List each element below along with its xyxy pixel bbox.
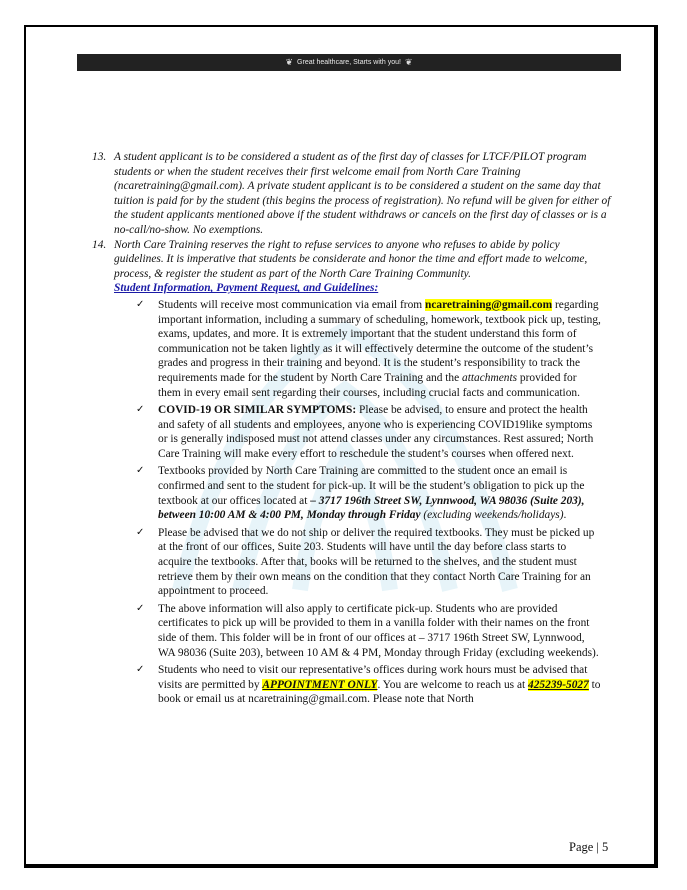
bullet-text: regarding important information, including a summary of scheduling, homework, textbook pick up, testing, exams, updates, and more. It is extremely important that the student understand this form of communication not be taken lightly as it will effectively determine the outcome of the student’s grades and progress in their training and beyond. It is the student’s responsibility to track the requirements made for the student by North Care Training and the <box>158 298 601 384</box>
checkmark-icon: ✓ <box>136 298 145 310</box>
office-address: – 3717 196th Street SW, Lynnwood, WA 98036 (Suite 203), between 10:00 AM & 4:00 PM, Monday through Friday <box>158 494 585 522</box>
list-item <box>134 403 602 461</box>
student-info-link[interactable]: Student Information, Payment Request, and Guidelines: <box>114 282 379 295</box>
checkmark-icon: ✓ <box>136 404 145 416</box>
checkmark-icon: ✓ <box>136 526 145 538</box>
checkmark-icon: ✓ <box>136 465 145 477</box>
list-item <box>134 298 602 400</box>
bullet-text: The above information will also apply to certificate pick-up. Students who are provided certificates to pick up will be provided to them in a vanilla folder with their names on the front side of them. This folder will be in front of our offices at – 3717 196th Street SW, Lynnwood, WA 98036 (Suite 203), between 10 AM & 4 PM, Monday through Friday (excluding weekends). <box>158 602 599 659</box>
bullet-text: Please be advised, to ensure and protect the health and safety of all students and employees, anyone who is experiencing COVID19like symptoms or is generally indisposed must not attend classes under any circumstances. Rest assured; North Care Training will make every effort to reschedule the student’s courses when offered next. <box>158 404 594 460</box>
item-14-text: North Care Training reserves the right to refuse services to anyone who refuses to abide by policy guidelines. It is imperative that students be considerate and honor the time and effort made to welcome, process, & register the student as part of the North Care Training Community. <box>114 238 588 280</box>
appointment-only-badge: APPOINTMENT ONLY <box>262 678 378 691</box>
header-tagline: Great healthcare, Starts with you! <box>297 59 401 66</box>
checkmark-icon: ✓ <box>136 602 145 614</box>
bullet-text: Students who need to visit our representative’s offices during work hours must be advised that visits are permitted by <box>158 664 588 691</box>
item-number: 14. <box>92 238 107 251</box>
item-text: A student applicant is to be considered a student as of the first day of classes for LTCF/PILOT program students or when the student receives their first welcome email from North Care Training (ncaretraining@gmail.com). A private student applicant is to be considered a student on the same day that tuition is paid for by the student (this begins the process of registration). No refund will be given for either of the student applicants mentioned above if the student withdraws or cancels on the first day of classes or is a no-call/no-show. No exemptions. <box>114 151 611 236</box>
bullet-text: provided for them in every email sent regarding their courses, including crucial facts and communication. <box>158 371 580 399</box>
email-link[interactable]: ncaretraining@gmail.com <box>425 298 553 311</box>
list-item <box>134 602 602 660</box>
bullet-text: Textbooks provided by North Care Training are committed to the student once an email is confirmed and sent to the student for pick-up. It will be the student’s obligation to pick up the textbook at our offices located at <box>158 465 585 507</box>
item-number: 13. <box>92 151 107 163</box>
list-item <box>134 663 602 707</box>
bullet-text: to book or email us at ncaretraining@gmail.com. Please note that North <box>158 678 601 706</box>
leaf-left-icon: ❦ <box>285 57 294 67</box>
page-number: Page | 5 <box>569 840 609 854</box>
document-body <box>92 150 612 710</box>
guidelines-list <box>134 298 602 707</box>
list-item <box>134 464 602 522</box>
bullet-text: Students will receive most communication via email from <box>158 298 425 311</box>
checkmark-icon: ✓ <box>136 664 145 676</box>
bullet-text: . You are welcome to reach us at <box>377 678 529 691</box>
attachments-text: attachments <box>462 371 518 384</box>
bullet-text: Please be advised that we do not ship or deliver the required textbooks. They must be picked up at the front of our offices, Suite 203. Students will have until the day before class starts to acquire the textbooks. After that, books will be returned to the shelves, and the student must retrieve them by their own means on the condition that they contact North Care Training for an appointment to proceed. <box>158 526 595 598</box>
list-item-13 <box>92 150 612 238</box>
list-item-14 <box>92 238 612 296</box>
header-banner <box>77 54 621 71</box>
item-text <box>114 238 612 296</box>
covid-heading: COVID-19 OR SIMILAR SYMPTOMS: <box>158 404 357 417</box>
leaf-right-icon: ❦ <box>404 57 413 67</box>
bullet-text: (excluding weekends/holidays) <box>420 509 564 522</box>
list-item <box>134 526 602 599</box>
bullet-text: . <box>563 509 567 522</box>
phone-number-link[interactable]: 425239-5027 <box>528 678 589 691</box>
